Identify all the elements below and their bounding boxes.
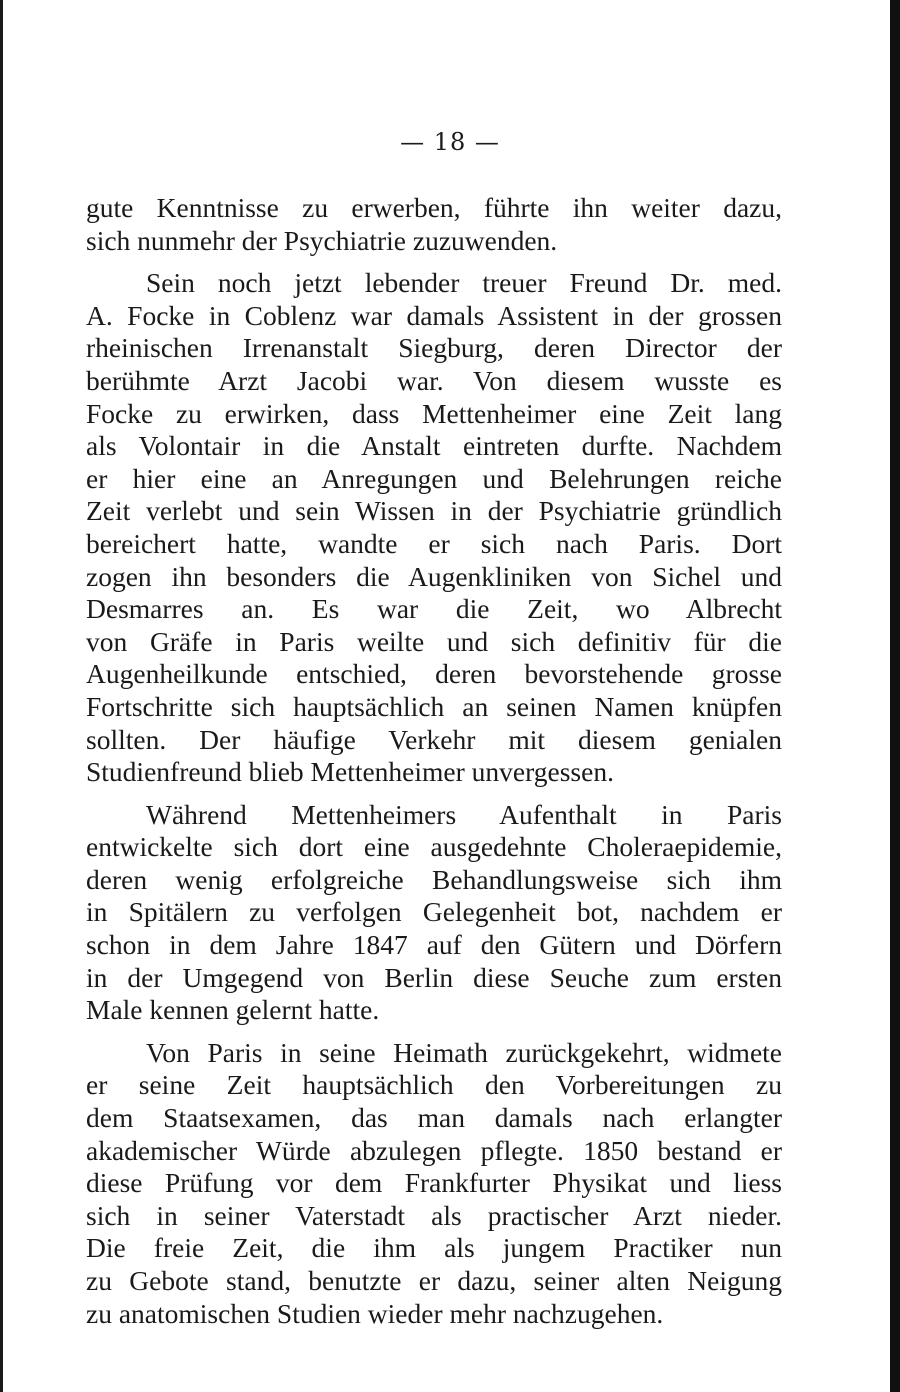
text-line: sich in seiner Vaterstadt als practischer Arzt nieder. (86, 1199, 782, 1231)
text-line: dem Staatsexamen, das man damals nach erlangter (86, 1102, 782, 1134)
text-line: Augenheilkunde entschied, deren bevorstehende grosse (86, 658, 782, 690)
scan-edge-left (0, 0, 3, 1392)
text-line: in Spitälern zu verfolgen Gelegenheit bot, nachdem er (86, 896, 782, 928)
text-line: Sein noch jetzt lebender treuer Freund Dr. med. (146, 267, 782, 299)
text-line: bereichert hatte, wandte er sich nach Paris. Dort (86, 527, 782, 559)
text-line: Die freie Zeit, die ihm als jungem Practiker nun (86, 1232, 782, 1264)
text-line: in der Umgegend von Berlin diese Seuche zum ersten (86, 961, 782, 993)
text-line: als Volontair in die Anstalt eintreten durfte. Nachdem (86, 430, 782, 462)
text-line: rheinischen Irrenanstalt Siegburg, deren Director der (86, 332, 782, 364)
text-line: Male kennen gelernt hatte. (86, 994, 380, 1026)
text-line: von Gräfe in Paris weilte und sich definitiv für die (86, 625, 782, 657)
text-line: Studienfreund blieb Mettenheimer unvergessen. (86, 756, 614, 788)
paragraph (86, 267, 782, 789)
text-line: sollten. Der häufige Verkehr mit diesem genialen (86, 723, 782, 755)
text-line: Fortschritte sich hauptsächlich an seinen Namen knüpfen (86, 690, 782, 722)
page-number: — 18 — (400, 128, 500, 156)
text-line: zu anatomischen Studien wieder mehr nachzugehen. (86, 1297, 664, 1329)
text-line: Von Paris in seine Heimath zurückgekehrt, widmete (146, 1036, 782, 1068)
text-line: zu Gebote stand, benutzte er dazu, seiner alten Neigung (86, 1265, 782, 1296)
text-line: sich nunmehr der Psychiatrie zuzuwenden. (86, 224, 558, 256)
body-text (86, 192, 782, 1330)
text-line: Während Mettenheimers Aufenthalt in Paris (146, 798, 782, 830)
text-line: entwickelte sich dort eine ausgedehnte Choleraepidemie, (86, 831, 782, 863)
text-line: gute Kenntnisse zu erwerben, führte ihn weiter dazu, (86, 192, 782, 223)
text-line: er hier eine an Anregungen und Belehrungen reiche (86, 462, 782, 494)
text-line: akademischer Würde abzulegen pflegte. 1850 bestand er (86, 1134, 782, 1166)
text-line: zogen ihn besonders die Augenkliniken von Sichel und (86, 560, 782, 592)
text-line: er seine Zeit hauptsächlich den Vorbereitungen zu (86, 1069, 782, 1101)
scan-edge-right (890, 0, 900, 1392)
text-line: deren wenig erfolgreiche Behandlungsweise sich ihm (86, 863, 782, 895)
text-line: A. Focke in Coblenz war damals Assistent in der grossen (86, 299, 782, 331)
text-line: diese Prüfung vor dem Frankfurter Physikat und liess (86, 1167, 782, 1199)
paragraph (86, 1037, 782, 1330)
paragraph (86, 799, 782, 1027)
text-line: Focke zu erwirken, dass Mettenheimer eine Zeit lang (86, 397, 782, 429)
paragraph (86, 192, 782, 257)
text-line: Desmarres an. Es war die Zeit, wo Albrecht (86, 593, 782, 625)
text-line: Zeit verlebt und sein Wissen in der Psychiatrie gründlich (86, 495, 782, 527)
text-line: berühmte Arzt Jacobi war. Von diesem wusste es (86, 364, 782, 396)
text-line: schon in dem Jahre 1847 auf den Gütern und Dörfern (86, 929, 782, 961)
